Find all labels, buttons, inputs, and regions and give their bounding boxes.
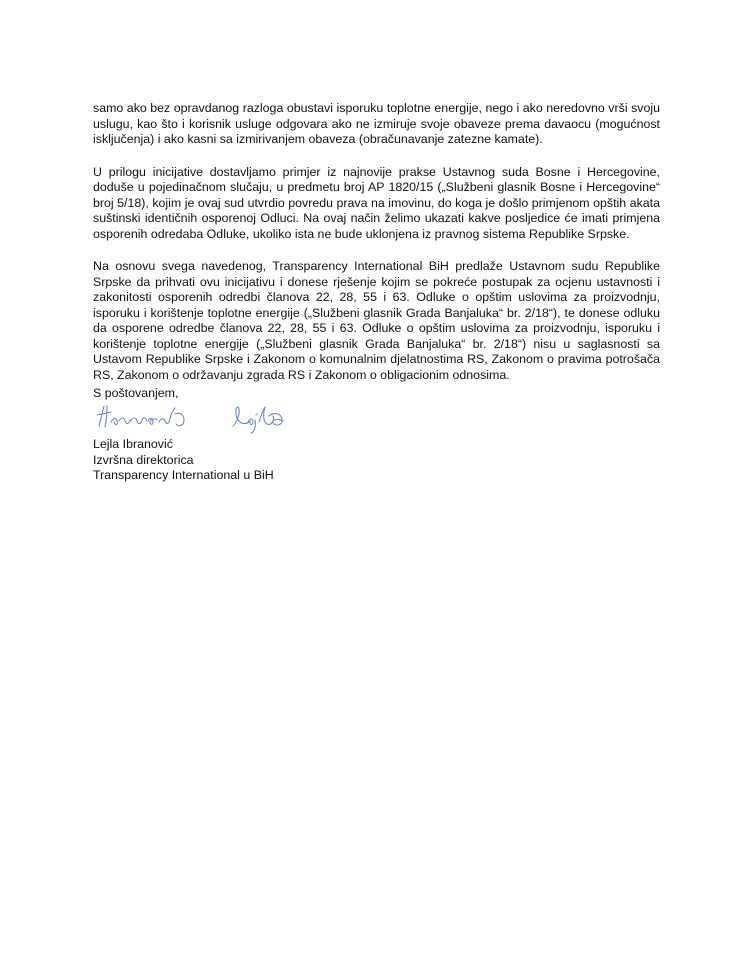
paragraph-2: U prilogu inicijative dostavljamo primjer iz najnovije prakse Ustavnog suda Bosne i Hercegovine, doduše u pojedinačnom slučaju, u predmetu broj AP 1820/15 („Službeni glasnik Bosne i Hercegovine“ broj 5/18), kojim je ovaj sud utvrdio povredu prava na imovinu, do koga je došlo primjenom opštih akata suštinski identičnih osporenoj Odluci. Na ovaj način želimo ukazati kakve posljedice će imati primjena osporenih odredaba Odluke, ukoliko ista ne bude uklonjena iz pravnog sistema Republike Srpske. (93, 164, 660, 241)
handwritten-signature (93, 400, 303, 434)
signer-organization: Transparency International u BiH (93, 468, 274, 482)
letter-body (93, 101, 660, 400)
closing-salutation: S poštovanjem, (93, 386, 179, 400)
signer-block (93, 437, 274, 484)
paragraph-3: Na osnovu svega navedenog, Transparency International BiH predlaže Ustavnom sudu Republike Srpske da prihvati ovu inicijativu i donese rješenje kojim se pokreće postupak za ocjenu ustavnosti i zakonitosti osporenih odredbi članova 22, 28, 55 i 63. Odluke o opštim uslovima za proizvodnju, isporuku i korištenje toplotne energije („Službeni glasnik Grada Banjaluka“ br. 2/18“), te donese odluku da osporene odredbe članova 22, 28, 55 i 63. Odluke o opštim uslovima za proizvodnju, isporuku i korištenje toplotne energije („Službeni glasnik Grada Banjaluka“ br. 2/18“) nisu u saglasnosti sa Ustavom Republike Srpske i Zakonom o komunalnim djelatnostima RS, Zakonom o pravima potrošača RS, Zakonom o održavanju zgrada RS i Zakonom o obligacionim odnosima. (93, 259, 660, 382)
signer-name: Lejla Ibranović (93, 437, 173, 451)
signer-title: Izvršna direktorica (93, 452, 194, 467)
paragraph-1: samo ako bez opravdanog razloga obustavi isporuku toplotne energije, nego i ako neredovno vrši svoju uslugu, kao što i korisnik usluge odgovara ako ne izmiruje svoje obaveze prema davaocu (mogućnost isključenja) i ako kasni sa izmirivanjem obaveza (obračunavanje zatezne kamate). (93, 101, 660, 146)
